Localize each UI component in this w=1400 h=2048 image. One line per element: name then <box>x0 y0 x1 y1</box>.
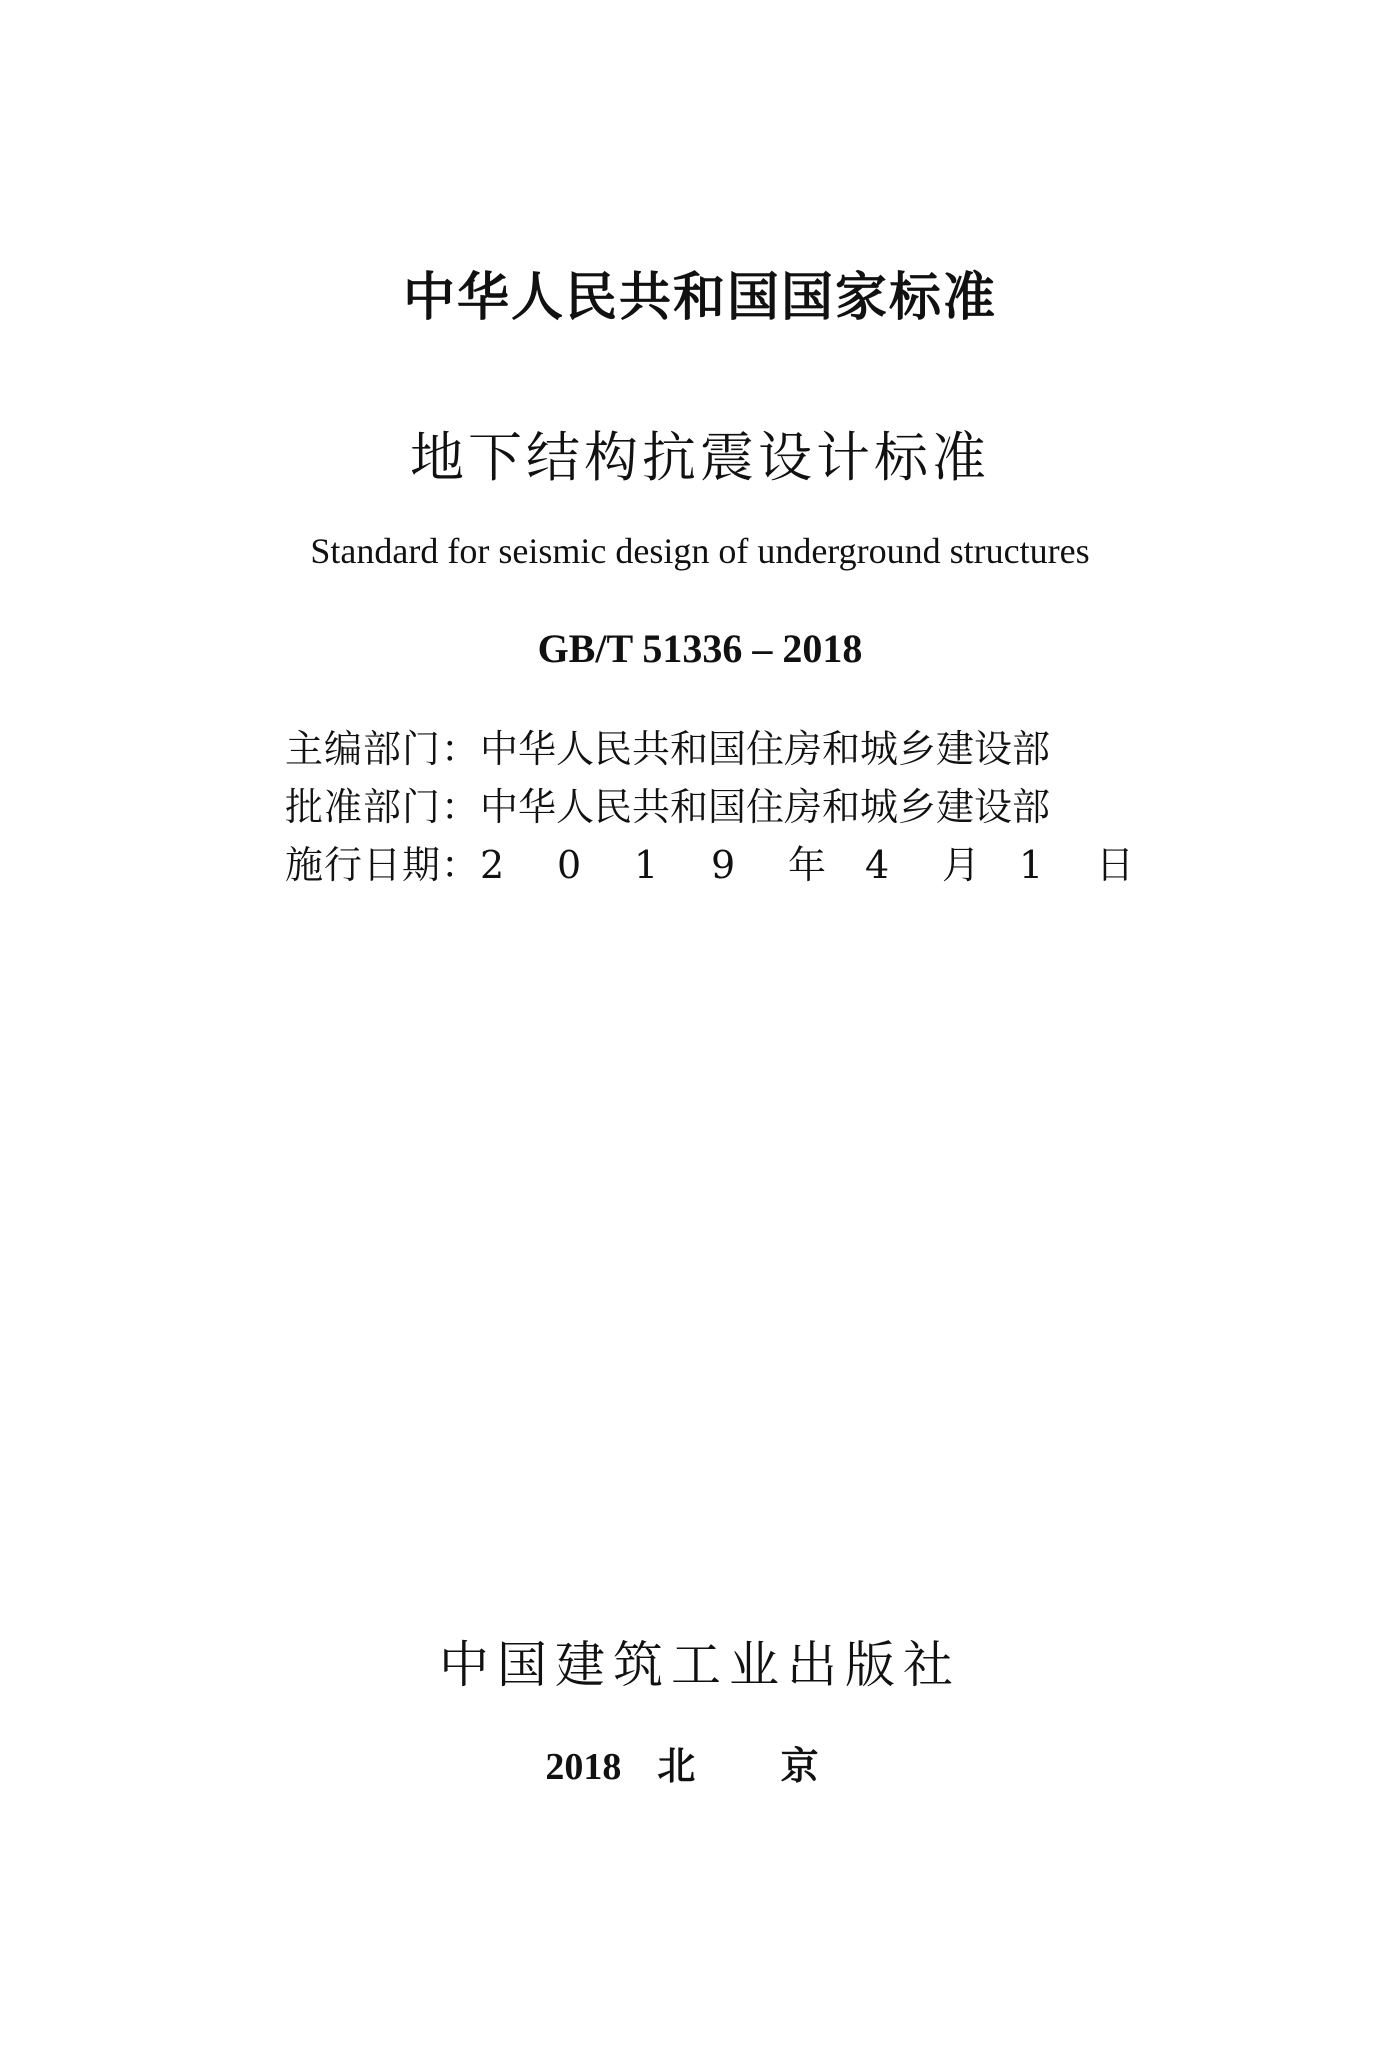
editor-label: 主编部门： <box>285 727 481 771</box>
info-block <box>285 720 1173 894</box>
date-char: 4 <box>865 843 890 887</box>
date-char: 9 <box>711 843 736 887</box>
date-char: 1 <box>1019 843 1044 887</box>
standard-code: GB/T 51336 – 2018 <box>537 626 863 671</box>
approver-label: 批准部门： <box>285 785 481 829</box>
date-char: 日 <box>1096 843 1135 887</box>
approver-row <box>285 778 1173 836</box>
approver-value: 中华人民共和国住房和城乡建设部 <box>480 785 1051 829</box>
title-chinese: 地下结构抗震设计标准 <box>410 426 990 489</box>
date-char: 2 <box>480 843 505 887</box>
publication-place <box>0 1735 1400 1790</box>
date-char: 年 <box>788 843 827 887</box>
editor-row <box>285 720 1173 778</box>
date-row <box>285 836 1173 894</box>
title-english: Standard for seismic design of underground structures <box>310 531 1090 571</box>
date-label: 施行日期： <box>285 843 481 887</box>
publication-city: 北 京 <box>657 1743 855 1788</box>
standard-category-header: 中华人民共和国国家标准 <box>402 268 997 328</box>
date-char: 月 <box>942 843 981 887</box>
editor-value: 中华人民共和国住房和城乡建设部 <box>480 727 1051 771</box>
date-char: 0 <box>557 843 582 887</box>
publication-year: 2018 <box>545 1746 622 1788</box>
date-char: 1 <box>634 843 659 887</box>
date-value <box>480 836 1173 894</box>
publisher-name: 中国建筑工业出版社 <box>439 1636 961 1694</box>
